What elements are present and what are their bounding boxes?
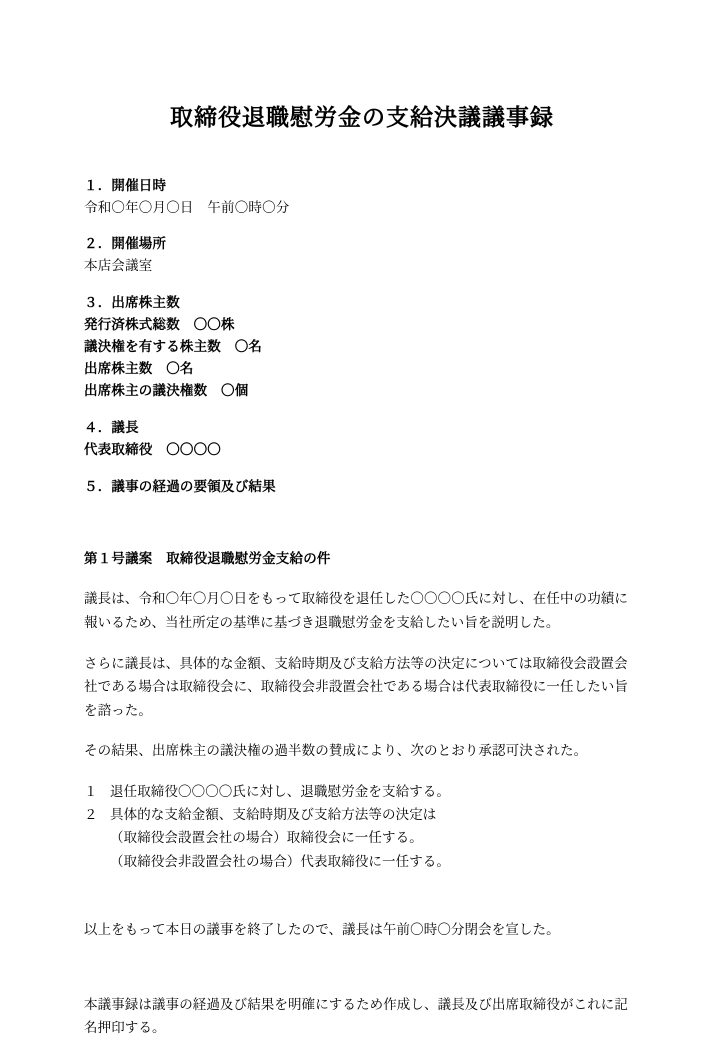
section-chairperson	[84, 418, 640, 461]
resolution-sub-line: （取締役会設置会社の場合）取締役会に一任する。	[110, 830, 423, 846]
paragraph-delegation: さらに議長は、具体的な金額、支給時期及び支給方法等の決定については取締役会設置会社である場合は取締役会に、取締役会非設置会社である場合は代表取締役に一任したい旨を諮った。	[84, 655, 628, 718]
section-attending-shareholders	[84, 293, 640, 402]
closing-statement-adjournment: 以上をもって本日の議事を終了したので、議長は午前〇時〇分閉会を宣した。	[84, 921, 560, 937]
document-body	[0, 176, 724, 1040]
section-heading: ４．議長	[84, 419, 139, 435]
list-item	[84, 803, 640, 826]
resolution-text: 具体的な支給金額、支給時期及び支給方法等の決定は	[110, 807, 437, 823]
section-line: 出席株主の議決権数 〇個	[84, 382, 249, 398]
paragraph-result: その結果、出席株主の議決権の過半数の賛成により、次のとおり承認可決された。	[84, 743, 588, 759]
proposal-title: 第１号議案 取締役退職慰労金支給の件	[84, 550, 331, 566]
closing-statement-minutes: 本議事録は議事の経過及び結果を明確にするため作成し、議長及び出席取締役がこれに記名押印する。	[84, 996, 628, 1035]
resolution-text: 退任取締役〇〇〇〇氏に対し、退職慰労金を支給する。	[110, 784, 450, 799]
section-meeting-place	[84, 234, 640, 277]
section-heading: １．開催日時	[84, 177, 167, 193]
resolution-sub-line: （取締役会非設置会社の場合）代表取締役に一任する。	[110, 853, 450, 869]
paragraph-explanation: 議長は、令和〇年〇月〇日をもって取締役を退任した〇〇〇〇氏に対し、在任中の功績に報いるため、当社所定の基準に基づき退職慰労金を支給したい旨を説明した。	[84, 591, 628, 630]
resolution-number: １	[84, 784, 98, 799]
resolution-number: ２	[84, 807, 98, 823]
spacer	[84, 514, 640, 548]
section-line: 本店会議室	[84, 258, 153, 274]
list-item-sub	[84, 826, 640, 849]
section-line: 出席株主数 〇名	[84, 361, 194, 377]
resolution-list	[84, 780, 640, 873]
list-item	[84, 780, 640, 803]
section-line: 代表取締役 〇〇〇〇	[84, 441, 221, 457]
section-meeting-datetime	[84, 176, 640, 219]
section-line: 令和〇年〇月〇日 午前〇時〇分	[84, 199, 290, 215]
section-heading: ３．出席株主数	[84, 295, 180, 311]
section-heading: ５．議事の経過の要領及び結果	[84, 478, 276, 494]
section-line: 議決権を有する株主数 〇名	[84, 339, 263, 355]
list-item-sub	[84, 850, 640, 873]
page-title: 取締役退職慰労金の支給決議議事録	[170, 104, 554, 130]
section-line: 発行済株式総数 〇〇株	[84, 317, 235, 333]
section-proceedings-summary	[84, 477, 640, 498]
section-heading: ２．開催場所	[84, 236, 167, 252]
